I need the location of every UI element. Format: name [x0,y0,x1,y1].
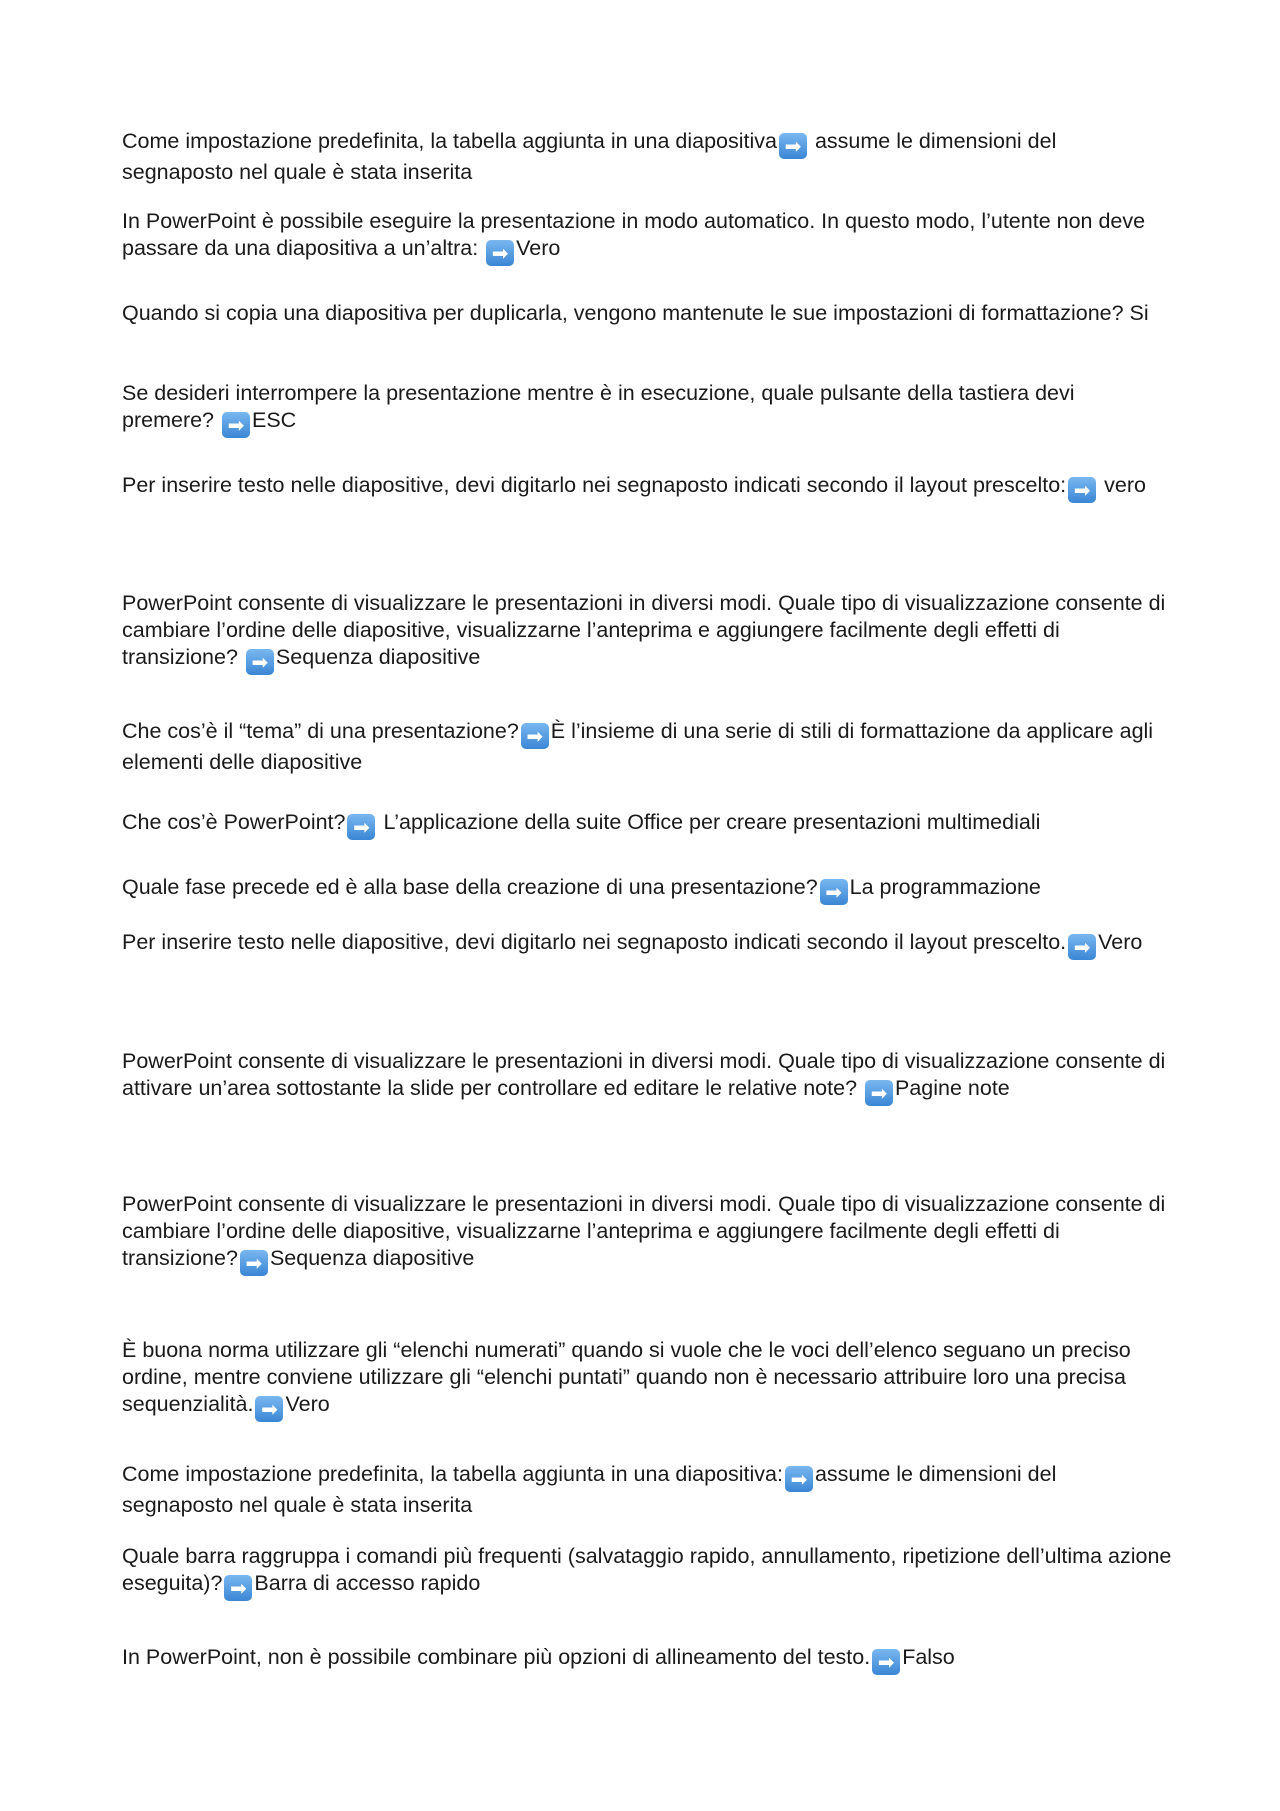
question-text: PowerPoint consente di visualizzare le presentazioni in diversi modi. Quale tipo di visualizzazione consente di cambiare l’ordine delle diapositive, visualizzarne l’anteprima e aggiungere facilmente degli effetti di transizione? [122,1192,1166,1270]
qa-item-5 [122,472,1172,503]
answer-text: Vero [1098,930,1143,954]
answer-text: vero [1104,473,1146,497]
right-arrow-icon: ➡ [1068,477,1096,503]
right-arrow-icon: ➡ [1068,934,1096,960]
answer-text: Vero [285,1392,330,1416]
qa-item-11 [122,1048,1172,1106]
question-text: È buona norma utilizzare gli “elenchi numerati” quando si vuole che le voci dell’elenco seguano un preciso ordine, mentre conviene utilizzare gli “elenchi puntati” quando non è necessario attribuire loro una precisa sequenzialità. [122,1338,1131,1416]
right-arrow-icon: ➡ [820,879,848,905]
answer-text: È l’insieme di una serie di stili di formattazione da applicare agli elementi delle diapositive [122,719,1154,774]
question-text: Per inserire testo nelle diapositive, devi digitarlo nei segnaposto indicati secondo il layout prescelto. [122,930,1067,954]
answer-text: Vero [516,236,561,260]
question-text: Che cos’è PowerPoint? [122,810,346,834]
right-arrow-icon: ➡ [865,1080,893,1106]
question-text: Come impostazione predefinita, la tabella aggiunta in una diapositiva [122,129,777,153]
right-arrow-icon: ➡ [347,814,375,840]
qa-item-10 [122,929,1172,960]
right-arrow-icon: ➡ [246,649,274,675]
answer-text: L’applicazione della suite Office per creare presentazioni multimediali [383,810,1041,834]
qa-item-7 [122,718,1172,776]
question-text: Se desideri interrompere la presentazione mentre è in esecuzione, quale pulsante della tastiera devi premere? [122,381,1075,432]
answer-text: Falso [902,1645,955,1669]
question-text: Come impostazione predefinita, la tabella aggiunta in una diapositiva: [122,1462,783,1486]
right-arrow-icon: ➡ [222,412,250,438]
qa-item-16 [122,1644,1172,1675]
qa-item-2 [122,208,1172,266]
question-text: In PowerPoint, non è possibile combinare più opzioni di allineamento del testo. [122,1645,871,1669]
qa-item-14 [122,1461,1172,1519]
answer-text: assume le dimensioni del segnaposto nel quale è stata inserita [122,129,1057,184]
right-arrow-icon: ➡ [872,1649,900,1675]
qa-item-12 [122,1191,1172,1276]
answer-text: La programmazione [849,875,1041,899]
answer-text: Sequenza diapositive [269,1246,475,1270]
answer-text: Sequenza diapositive [275,645,481,669]
question-text: Che cos’è il “tema” di una presentazione? [122,719,519,743]
qa-item-9 [122,874,1172,905]
right-arrow-icon: ➡ [255,1396,283,1422]
question-text: Quale fase precede ed è alla base della creazione di una presentazione? [122,875,818,899]
qa-item-8 [122,809,1172,840]
right-arrow-icon: ➡ [521,723,549,749]
qa-item-13 [122,1337,1172,1422]
question-text: Per inserire testo nelle diapositive, devi digitarlo nei segnaposto indicati secondo il layout prescelto: [122,473,1067,497]
answer-text: assume le dimensioni del segnaposto nel quale è stata inserita [122,1462,1057,1517]
qa-item-4 [122,380,1172,438]
answer-text: ESC [252,408,297,432]
right-arrow-icon: ➡ [785,1466,813,1492]
right-arrow-icon: ➡ [224,1575,252,1601]
question-text: Quando si copia una diapositiva per duplicarla, vengono mantenute le sue impostazioni di formattazione? Si [122,301,1149,325]
answer-text: Barra di accesso rapido [254,1571,481,1595]
right-arrow-icon: ➡ [779,133,807,159]
question-text: Quale barra raggruppa i comandi più frequenti (salvataggio rapido, annullamento, ripetizione dell’ultima azione eseguita)? [122,1544,1172,1595]
qa-item-6 [122,590,1172,675]
answer-text: Pagine note [895,1076,1010,1100]
right-arrow-icon: ➡ [486,240,514,266]
qa-item-1 [122,128,1172,186]
qa-item-15 [122,1543,1172,1601]
question-text: In PowerPoint è possibile eseguire la presentazione in modo automatico. In questo modo, l’utente non deve passare da una diapositiva a un’altra: [122,209,1146,260]
right-arrow-icon: ➡ [240,1250,268,1276]
qa-item-3 [122,300,1172,327]
question-text: PowerPoint consente di visualizzare le presentazioni in diversi modi. Quale tipo di visualizzazione consente di cambiare l’ordine delle diapositive, visualizzarne l’anteprima e aggiungere facilmente degli effetti di transizione? [122,591,1166,669]
question-text: PowerPoint consente di visualizzare le presentazioni in diversi modi. Quale tipo di visualizzazione consente di attivare un’area sottostante la slide per controllare ed editare le relative note? [122,1049,1166,1100]
